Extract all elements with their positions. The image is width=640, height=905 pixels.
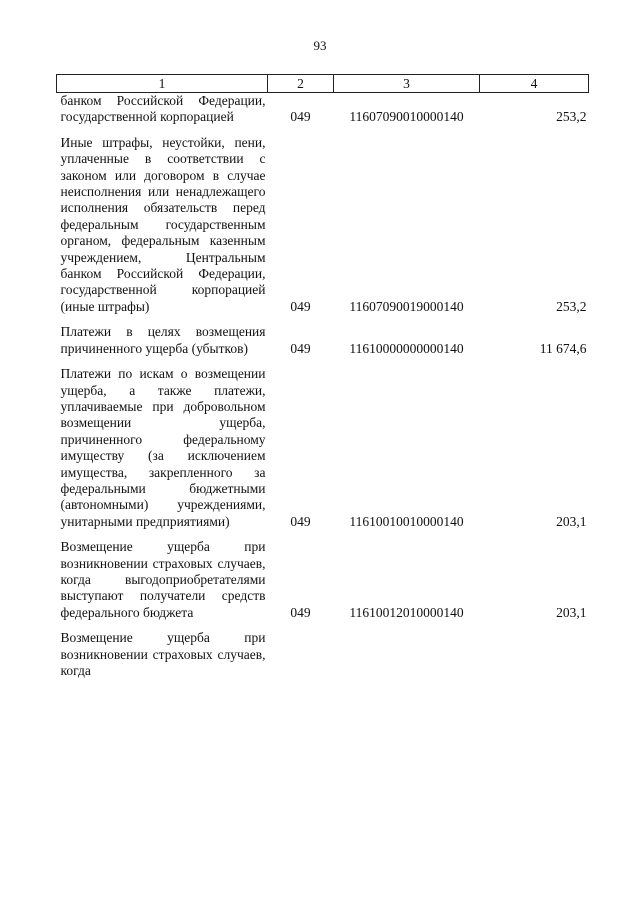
- row-name: Возмещение ущерба при возникновении страховых случаев, когда: [60, 630, 266, 678]
- row-ministry-code: 049: [290, 298, 311, 314]
- table-row: [57, 135, 589, 324]
- table-row: [57, 93, 589, 135]
- table-row: [57, 630, 589, 688]
- page-number: 93: [313, 38, 327, 53]
- revenue-table: [56, 74, 589, 688]
- row-name: Платежи по искам о возмещении ущерба, а также платежи, уплачиваемые при добровольном возмещении ущерба, причиненного федеральному имуществу (за исключением имущества, закрепленного за федеральными бюджетными (автономными) учреждениями, унитарными предприятиями): [60, 366, 266, 529]
- row-name: Иные штрафы, неустойки, пени, уплаченные в соответствии с законом или договором в случае неисполнения или ненадлежащего исполнения обязательств перед федеральным государственным органом, федеральным казенным учреждением, Центральным банком Российской Федерации, государственной корпорацией (иные штрафы): [60, 134, 266, 314]
- row-amount: 253,2: [556, 109, 587, 125]
- row-amount: 203,1: [556, 604, 587, 620]
- table-header-row: [57, 75, 589, 93]
- row-amount: 203,1: [556, 513, 587, 529]
- row-name: Платежи в целях возмещения причиненного ущерба (убытков): [60, 324, 266, 356]
- row-name: банком Российской Федерации, государственной корпорацией: [60, 93, 266, 125]
- header-col-3: 3: [334, 75, 480, 93]
- table-row: [57, 539, 589, 630]
- table-row: [57, 324, 589, 366]
- row-revenue-code: [334, 630, 480, 688]
- row-revenue-code: 11610010010000140: [349, 513, 464, 529]
- row-name: Возмещение ущерба при возникновении страховых случаев, когда выгодоприобретателями выступают получатели средств федерального бюджета: [60, 539, 266, 620]
- header-col-1: 1: [57, 75, 268, 93]
- row-ministry-code: [268, 630, 334, 688]
- table-row: [57, 366, 589, 539]
- header-col-2: 2: [268, 75, 334, 93]
- row-amount: [480, 630, 589, 688]
- row-amount: 253,2: [556, 298, 587, 314]
- row-amount: 11 674,6: [539, 340, 587, 356]
- row-ministry-code: 049: [290, 109, 311, 125]
- header-col-4: 4: [480, 75, 589, 93]
- row-revenue-code: 11607090019000140: [349, 298, 464, 314]
- row-ministry-code: 049: [290, 604, 311, 620]
- row-revenue-code: 11610000000000140: [349, 340, 464, 356]
- row-ministry-code: 049: [290, 513, 311, 529]
- row-revenue-code: 11610012010000140: [349, 604, 464, 620]
- row-ministry-code: 049: [290, 340, 311, 356]
- row-revenue-code: 11607090010000140: [349, 109, 464, 125]
